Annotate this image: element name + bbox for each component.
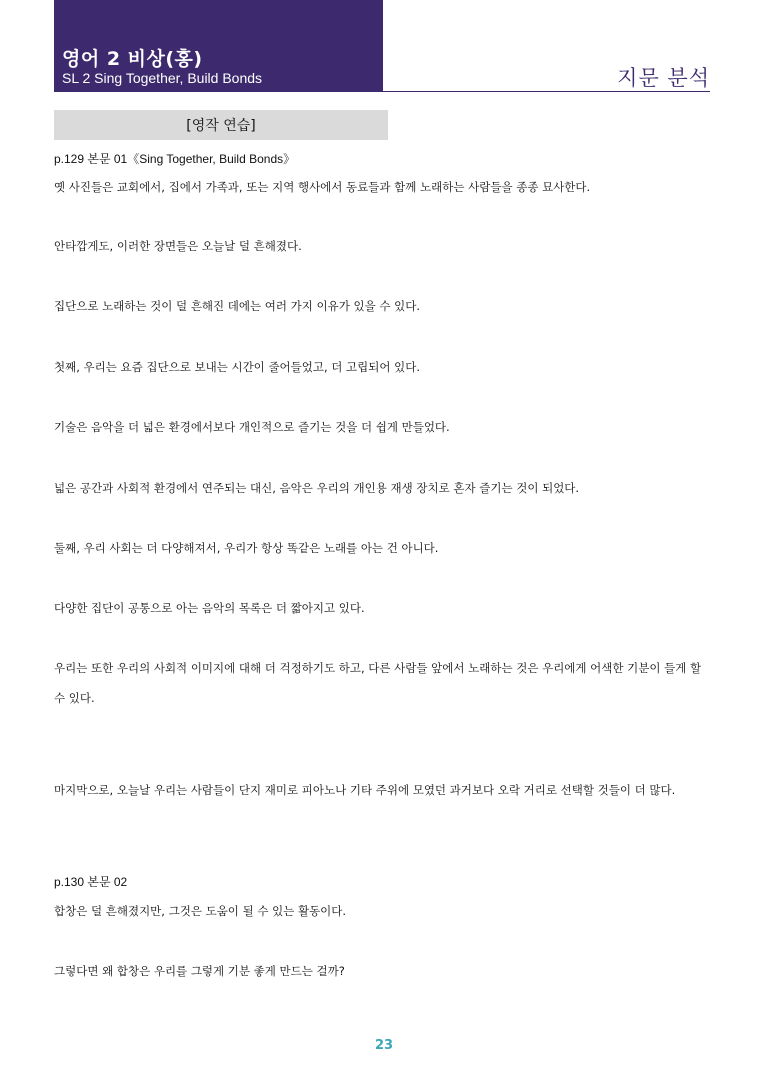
header-divider [54, 91, 710, 92]
sentence-line: 둘째, 우리 사회는 더 다양해져서, 우리가 항상 똑같은 노래를 아는 건 아니다. [54, 541, 439, 555]
page-number: 23 [374, 1038, 394, 1053]
sentence-line: 집단으로 노래하는 것이 덜 흔해진 데에는 여러 가지 이유가 있을 수 있다. [54, 299, 421, 313]
passage-ref: p.130 본문 02 [54, 875, 128, 889]
book-title: 영어 2 비상(홍) [62, 48, 203, 70]
section-heading: [영작 연습] [54, 110, 388, 140]
lesson-subtitle: SL 2 Sing Together, Build Bonds [62, 70, 263, 86]
sentence-line: 그렇다면 왜 합창은 우리를 그렇게 기분 좋게 만드는 걸까? [54, 964, 345, 978]
section-type-label: 지문 분석 [617, 66, 710, 90]
sentence-line: 합창은 덜 흔해졌지만, 그것은 도움이 될 수 있는 활동이다. [54, 904, 347, 918]
sentence-line: 기술은 음악을 더 넓은 환경에서보다 개인적으로 즐기는 것을 더 쉽게 만들었다. [54, 420, 450, 434]
sentence-line: 우리는 또한 우리의 사회적 이미지에 대해 더 걱정하기도 하고, 다른 사람들 앞에서 노래하는 것은 우리에게 어색한 기분이 들게 할 [54, 661, 702, 675]
sentence-line: 옛 사진들은 교회에서, 집에서 가족과, 또는 지역 행사에서 동료들과 함께 노래하는 사람들을 종종 묘사한다. [54, 180, 591, 194]
sentence-line: 마지막으로, 오늘날 우리는 사람들이 단지 재미로 피아노나 기타 주위에 모였던 과거보다 오락 거리로 선택할 것들이 더 많다. [54, 783, 676, 797]
sentence-line: 다양한 집단이 공통으로 아는 음악의 목록은 더 짧아지고 있다. [54, 601, 365, 615]
sentence-line: 첫째, 우리는 요즘 집단으로 보내는 시간이 줄어들었고, 더 고립되어 있다. [54, 360, 421, 374]
sentence-line: 넓은 공간과 사회적 환경에서 연주되는 대신, 음악은 우리의 개인용 재생 장치로 혼자 즐기는 것이 되었다. [54, 481, 580, 495]
sentence-line: 안타깝게도, 이러한 장면들은 오늘날 덜 흔해졌다. [54, 239, 302, 253]
sentence-line: 수 있다. [54, 691, 95, 705]
passage-ref: p.129 본문 01《Sing Together, Build Bonds》 [54, 152, 296, 166]
